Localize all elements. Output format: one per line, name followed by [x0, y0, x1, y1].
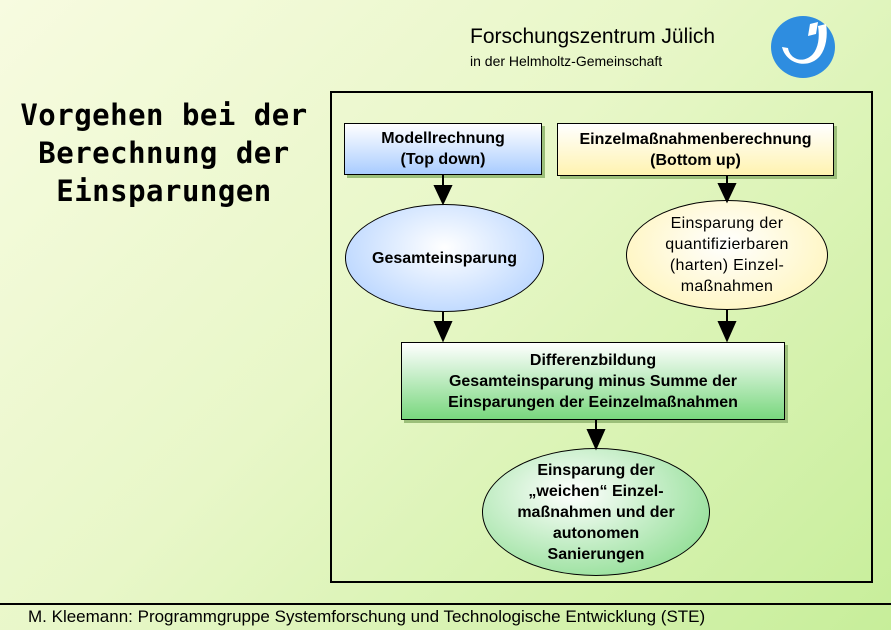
- difference-box: Differenzbildung Gesamteinsparung minus Summe der Einsparungen der Eeinzelmaßnahmen: [401, 342, 785, 420]
- total-savings-ellipse: Gesamteinsparung: [345, 204, 544, 312]
- single-measures-box: Einzelmaßnahmenberechnung (Bottom up): [557, 123, 834, 176]
- juelich-logo-icon: [768, 14, 838, 80]
- page-title: Vorgehen bei der Berechnung der Einsparungen: [20, 98, 308, 208]
- soft-savings-ellipse: Einsparung der „weichen“ Einzel- maßnahmen und der autonomen Sanierungen: [482, 448, 710, 576]
- model-calculation-box: Modellrechnung (Top down): [344, 123, 542, 175]
- footer-credit: M. Kleemann: Programmgruppe Systemforschung und Technologische Entwicklung (STE): [28, 607, 706, 626]
- org-name: Forschungszentrum Jülich: [470, 25, 716, 48]
- footer-divider: [0, 603, 891, 605]
- org-subtitle: in der Helmholtz-Gemeinschaft: [470, 53, 663, 69]
- quantifiable-savings-ellipse: Einsparung der quantifizierbaren (harten) Einzel- maßnahmen: [626, 200, 828, 310]
